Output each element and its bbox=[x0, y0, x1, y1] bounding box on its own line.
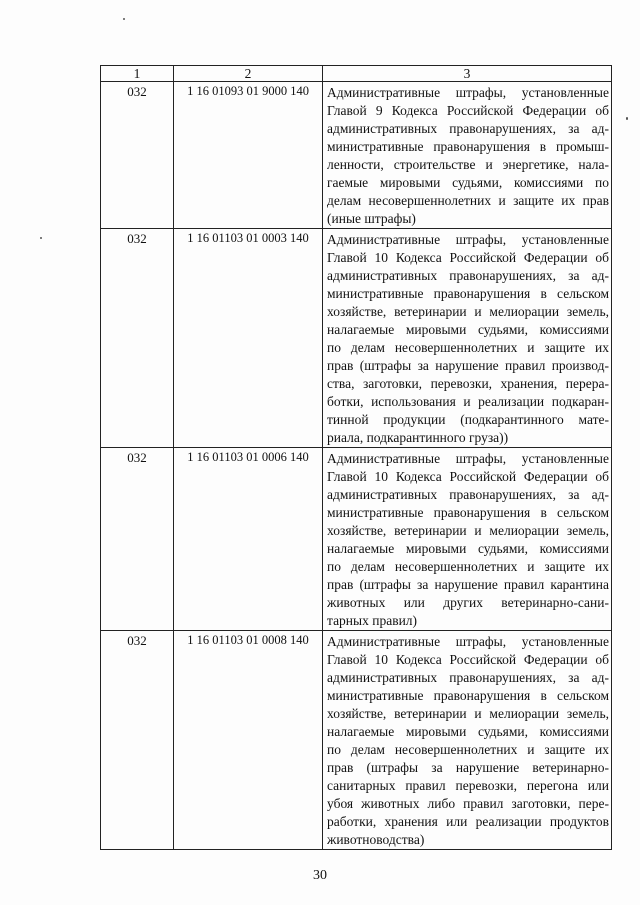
scan-speck bbox=[626, 117, 628, 120]
description-line: министративные правонарушения в промыш- bbox=[327, 139, 609, 154]
description-cell bbox=[323, 448, 612, 631]
description-line: Главой 10 Кодекса Российской Федерации об bbox=[327, 250, 609, 265]
header-col-2: 2 bbox=[174, 66, 323, 82]
description-cell bbox=[323, 82, 612, 229]
description-line: Административные штрафы, установленные bbox=[327, 634, 609, 649]
description-line: ботки, использования и реализации подкаран- bbox=[327, 394, 609, 409]
table-row bbox=[101, 448, 612, 631]
table-body bbox=[101, 82, 612, 850]
budget-classification-code: 1 16 01103 01 0008 140 bbox=[187, 633, 309, 647]
table-row bbox=[101, 229, 612, 448]
description-text bbox=[323, 448, 611, 630]
description-text bbox=[323, 82, 611, 228]
scan-speck bbox=[40, 237, 42, 239]
description-cell bbox=[323, 229, 612, 448]
description-line: ства, заготовки, перевозки, хранения, перера- bbox=[327, 376, 609, 391]
description-line: прав (штрафы за нарушение правил производ- bbox=[327, 358, 609, 373]
admin-code-cell bbox=[101, 82, 174, 229]
scan-speck bbox=[123, 18, 125, 20]
budget-code-cell bbox=[174, 82, 323, 229]
description-line: налагаемые мировыми судьями, комиссиями bbox=[327, 322, 609, 337]
description-line: делам несовершеннолетних и защите их прав bbox=[327, 193, 609, 208]
budget-code-cell bbox=[174, 631, 323, 850]
description-line: административных правонарушениях, за ад- bbox=[327, 121, 609, 136]
budget-code-cell bbox=[174, 229, 323, 448]
description-line: риала, подкарантинного груза)) bbox=[327, 430, 509, 445]
description-line: тинной продукции (подкарантинного мате- bbox=[327, 412, 609, 427]
description-line: по делам несовершеннолетних и защите их bbox=[327, 340, 609, 355]
header-row bbox=[101, 66, 612, 82]
description-line: налагаемые мировыми судьями, комиссиями bbox=[327, 541, 609, 556]
description-line: Главой 9 Кодекса Российской Федерации об bbox=[327, 103, 609, 118]
admin-code-cell bbox=[101, 229, 174, 448]
description-line: по делам несовершеннолетних и защите их bbox=[327, 559, 609, 574]
description-line: животных или других ветеринарно-сани- bbox=[327, 595, 609, 610]
document-table bbox=[100, 65, 612, 850]
description-line: административных правонарушениях, за ад- bbox=[327, 487, 609, 502]
description-line: Административные штрафы, установленные bbox=[327, 85, 609, 100]
description-line: административных правонарушениях, за ад- bbox=[327, 670, 609, 685]
budget-code-cell bbox=[174, 448, 323, 631]
admin-code: 032 bbox=[127, 450, 147, 465]
description-line: (иные штрафы) bbox=[327, 211, 416, 226]
description-cell bbox=[323, 631, 612, 850]
description-line: хозяйстве, ветеринарии и мелиорации земель, bbox=[327, 706, 609, 721]
budget-classification-code: 1 16 01103 01 0003 140 bbox=[187, 231, 309, 245]
description-line: административных правонарушениях, за ад- bbox=[327, 268, 609, 283]
description-line: Главой 10 Кодекса Российской Федерации об bbox=[327, 469, 609, 484]
admin-code-cell bbox=[101, 448, 174, 631]
description-line: хозяйстве, ветеринарии и мелиорации земель, bbox=[327, 523, 609, 538]
admin-code: 032 bbox=[127, 231, 147, 246]
description-text bbox=[323, 229, 611, 447]
description-line: министративные правонарушения в сельском bbox=[327, 505, 609, 520]
description-line: санитарных правил перевозки, перегона или bbox=[327, 778, 609, 793]
description-line: убоя животных либо правил заготовки, пере- bbox=[327, 796, 609, 811]
description-line: ленности, строительстве и энергетике, нала- bbox=[327, 157, 609, 172]
description-line: гаемые мировыми судьями, комиссиями по bbox=[327, 175, 609, 190]
description-line: налагаемые мировыми судьями, комиссиями bbox=[327, 724, 609, 739]
admin-code: 032 bbox=[127, 84, 147, 99]
header-col-3: 3 bbox=[323, 66, 612, 82]
description-line: по делам несовершеннолетних и защите их bbox=[327, 742, 609, 757]
description-line: Административные штрафы, установленные bbox=[327, 232, 609, 247]
description-line: тарных правил) bbox=[327, 613, 418, 628]
description-line: прав (штрафы за нарушение правил карантина bbox=[327, 577, 609, 592]
admin-code: 032 bbox=[127, 633, 147, 648]
description-line: Главой 10 Кодекса Российской Федерации об bbox=[327, 652, 609, 667]
description-line: Административные штрафы, установленные bbox=[327, 451, 609, 466]
budget-classification-code: 1 16 01103 01 0006 140 bbox=[187, 450, 309, 464]
description-line: министративные правонарушения в сельском bbox=[327, 688, 609, 703]
page-number: 30 bbox=[313, 868, 327, 883]
admin-code-cell bbox=[101, 631, 174, 850]
description-line: министративные правонарушения в сельском bbox=[327, 286, 609, 301]
budget-classification-code: 1 16 01093 01 9000 140 bbox=[187, 84, 309, 98]
description-line: прав (штрафы за нарушение ветеринарно- bbox=[327, 760, 609, 775]
description-line: хозяйстве, ветеринарии и мелиорации земель, bbox=[327, 304, 609, 319]
description-line: работки, хранения или реализации продуктов bbox=[327, 814, 609, 829]
table-row bbox=[101, 631, 612, 850]
description-text bbox=[323, 631, 611, 849]
table-row bbox=[101, 82, 612, 229]
header-col-1: 1 bbox=[101, 66, 174, 82]
description-line: животноводства) bbox=[327, 832, 425, 847]
